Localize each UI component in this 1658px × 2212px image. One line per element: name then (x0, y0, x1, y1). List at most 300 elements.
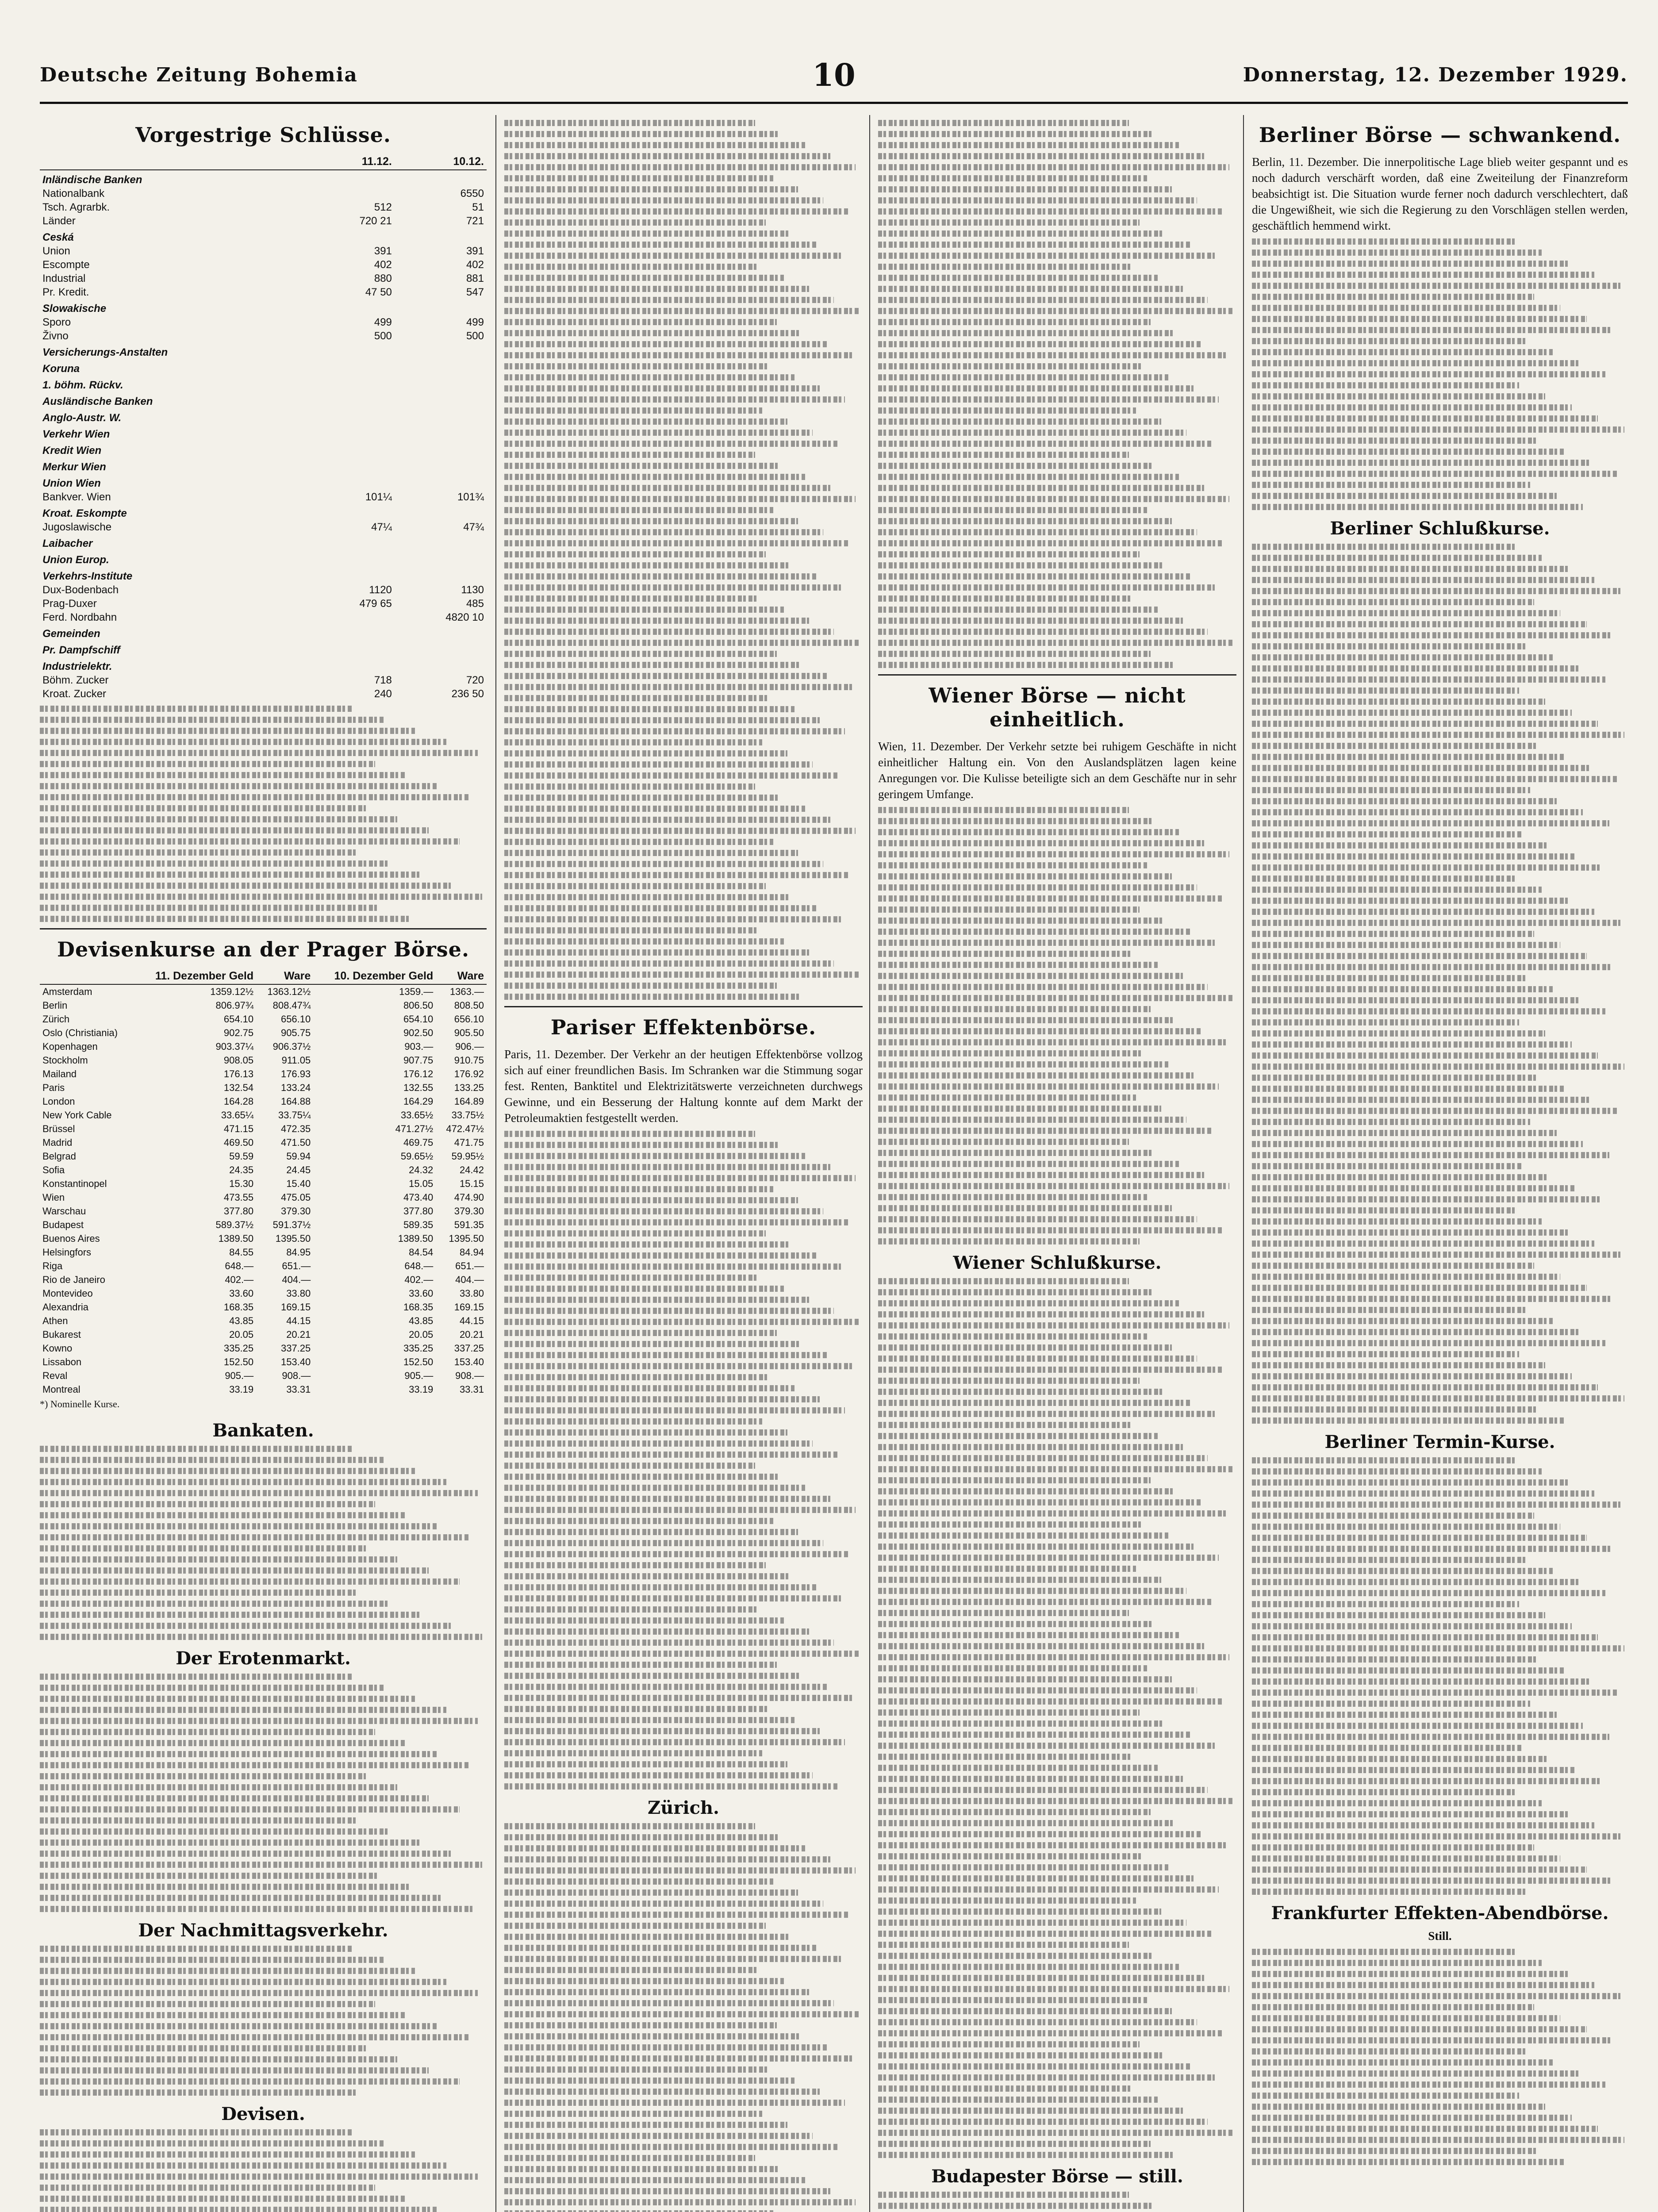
table-row (40, 1204, 487, 1218)
table-cell: 907.75 (403, 1055, 434, 1066)
table-cell: 169.15 (454, 1302, 484, 1313)
table-cell: Kopenhagen (42, 1041, 98, 1052)
table-cell: Reval (42, 1370, 68, 1381)
table-cell: Verkehrs-Institute (42, 570, 133, 582)
section-title-wiener-schluss: Wiener Schlußkurse. (953, 1252, 1162, 1273)
table-row (40, 343, 487, 359)
table-cell: 24.45 (286, 1164, 311, 1175)
table-cell: 33.75¼ (278, 1110, 311, 1121)
table-row (40, 673, 487, 687)
table-cell: Warschau (42, 1206, 86, 1217)
section-title-berliner: Berliner Börse — schwankend. (1259, 123, 1621, 147)
table-cell (315, 474, 395, 490)
table-cell: 132.54 (223, 1082, 254, 1093)
table-row (40, 1108, 487, 1122)
table-cell: 153.40 (280, 1356, 311, 1367)
table-cell (315, 392, 395, 408)
table-cell: 59.59 (229, 1151, 254, 1162)
table-cell (315, 359, 395, 376)
table-cell: 475.05 (280, 1192, 311, 1203)
section-title-vorgestrige: Vorgestrige Schlüsse. (135, 123, 391, 147)
table-cell (315, 657, 395, 673)
table-cell: 84.55 (229, 1247, 254, 1258)
column-berlin (1252, 115, 1628, 2212)
print-text-lines (504, 1131, 863, 1790)
table-cell: 152.50 (403, 1356, 434, 1367)
table-cell: Amsterdam (42, 986, 92, 997)
table-cell: Konstantinopel (42, 1178, 107, 1189)
table-cell: Verkehr Wien (42, 428, 110, 440)
table-cell: 47 50 (365, 286, 392, 298)
table-cell: Oslo (Christiania) (42, 1027, 118, 1038)
table-cell: 648.— (225, 1260, 254, 1271)
table-cell (395, 299, 487, 315)
table-cell: 589.37½ (215, 1219, 254, 1230)
table-cell: 806.50 (403, 1000, 434, 1011)
table-cell: Industrielektr. (42, 661, 112, 672)
closing-header-0 (40, 154, 315, 170)
table-cell: 164.29 (403, 1096, 434, 1107)
table-cell: 133.24 (280, 1082, 311, 1093)
table-row (40, 1355, 487, 1369)
print-text-lines (1252, 238, 1628, 510)
table-row (40, 1382, 487, 1396)
table-cell: 648.— (404, 1260, 434, 1271)
column-paris (504, 115, 863, 2212)
table-cell (395, 359, 487, 376)
print-text-lines (40, 706, 487, 922)
table-cell: 471.27½ (395, 1123, 434, 1134)
table-row (40, 474, 487, 490)
table-cell: 4820 10 (445, 611, 484, 623)
table-cell (395, 408, 487, 425)
table-cell: London (42, 1096, 75, 1107)
section-title-pariser: Pariser Effektenbörse. (550, 1015, 817, 1039)
table-cell: 908.— (282, 1370, 311, 1381)
table-cell: 402 (374, 259, 392, 271)
table-row (40, 1122, 487, 1136)
table-row (40, 200, 487, 214)
table-cell: 335.25 (223, 1343, 254, 1354)
table-cell: 43.85 (409, 1315, 434, 1326)
table-cell (395, 376, 487, 392)
table-cell: 404.— (282, 1274, 311, 1285)
devisen-header-1: 11. Dezember Geld (134, 968, 256, 984)
table-cell: 1389.50 (218, 1233, 254, 1244)
table-row (40, 187, 487, 200)
devisen-header-2: Ware (256, 968, 313, 984)
table-cell: Ferd. Nordbahn (42, 611, 117, 623)
table-cell: Kredit Wien (42, 445, 102, 457)
table-cell: 44.15 (459, 1315, 484, 1326)
section-title-erotenmarkt: Der Erotenmarkt. (176, 1648, 351, 1669)
table-cell: 469.75 (403, 1137, 434, 1148)
table-cell (315, 170, 395, 187)
table-cell: 33.60 (409, 1288, 434, 1299)
table-cell: Prag-Duxer (42, 598, 97, 610)
table-cell (315, 504, 395, 520)
section-title-devisen: Devisen. (221, 2104, 305, 2124)
table-cell (315, 425, 395, 441)
table-cell: 33.31 (459, 1384, 484, 1395)
print-text-lines (504, 120, 863, 1000)
table-cell: 84.94 (459, 1247, 484, 1258)
table-row (40, 1286, 487, 1300)
table-cell: Dux-Bodenbach (42, 584, 119, 596)
table-cell: 656.10 (280, 1014, 311, 1025)
table-cell: 474.90 (454, 1192, 484, 1203)
table-cell: 59.95½ (451, 1151, 484, 1162)
table-row (40, 1094, 487, 1108)
table-cell: Lissabon (42, 1356, 82, 1367)
table-row (40, 425, 487, 441)
table-cell: Ceská (42, 231, 74, 243)
print-text-lines (878, 2192, 1236, 2212)
table-cell: 1130 (461, 584, 484, 596)
table-row (40, 490, 487, 504)
table-cell: 176.12 (403, 1068, 434, 1079)
table-cell: Wien (42, 1192, 65, 1203)
table-cell: Nationalbank (42, 188, 105, 200)
table-cell: 33.80 (459, 1288, 484, 1299)
table-cell: 910.75 (454, 1055, 484, 1066)
table-cell: 33.60 (229, 1288, 254, 1299)
table-cell (315, 408, 395, 425)
table-cell: 379.30 (280, 1206, 311, 1217)
table-row (40, 214, 487, 228)
table-row (40, 1067, 487, 1081)
table-cell: Helsingfors (42, 1247, 92, 1258)
table-cell: Budapest (42, 1219, 84, 1230)
table-cell (395, 550, 487, 567)
table-cell: 654.10 (403, 1014, 434, 1025)
table-cell: Union Wien (42, 477, 101, 489)
table-row (40, 408, 487, 425)
newspaper-page (40, 49, 1628, 2212)
print-text-lines (1252, 1457, 1628, 1895)
table-cell: Stockholm (42, 1055, 88, 1066)
frankfurt-subtitle: Still. (1428, 1929, 1452, 1943)
table-cell: 1389.50 (398, 1233, 434, 1244)
table-cell: 472.47½ (446, 1123, 484, 1134)
table-cell: 905.50 (454, 1027, 484, 1038)
table-cell: 721 (466, 215, 484, 227)
page-number: 10 (812, 57, 856, 93)
table-cell (395, 457, 487, 474)
table-cell: 24.42 (459, 1164, 484, 1175)
table-cell: 500 (466, 330, 484, 342)
table-cell: 1395.50 (275, 1233, 311, 1244)
table-cell: 15.40 (286, 1178, 311, 1189)
table-cell: 881 (466, 273, 484, 284)
table-cell: 391 (374, 245, 392, 257)
table-row (40, 1300, 487, 1314)
table-row (40, 1136, 487, 1149)
table-cell: 473.55 (223, 1192, 254, 1203)
table-row (40, 170, 487, 187)
berlin-report: Berlin, 11. Dezember. Die innerpolitische Lage blieb weiter gespannt und es noch dadurch verschärft worden, daß eine Zweiteilung der Finanzreform beabsichtigt ist. Die Situation wurde ferner noch dadurch verschlechtert, daß die Ungewißheit, wie sich die Regierung zu den Vorschlägen stellen werden, geschäftlich hemmend wirkt. (1252, 155, 1628, 232)
table-cell (315, 567, 395, 583)
table-cell (315, 299, 395, 315)
table-cell: 808.47¾ (272, 1000, 311, 1011)
devisen-header-4: Ware (436, 968, 487, 984)
vienna-report: Wien, 11. Dezember. Der Verkehr setzte bei ruhigem Geschäfte in nicht einheitlicher Haltung ein. Von den Auslandsplätzen lagen keine Anregungen vor. Die Kulisse beteiligte sich an dem Geschäfte nur in sehr geringem Umfange. (878, 740, 1236, 801)
table-row (40, 984, 487, 998)
table-cell: 905.75 (280, 1027, 311, 1038)
table-row (40, 376, 487, 392)
table-cell: Madrid (42, 1137, 73, 1148)
table-row (40, 1177, 487, 1190)
table-cell: 43.85 (229, 1315, 254, 1326)
table-row (40, 441, 487, 457)
table-cell: 808.50 (454, 1000, 484, 1011)
newspaper-name: Deutsche Zeitung Bohemia (40, 64, 358, 86)
table-cell (395, 343, 487, 359)
table-cell: 718 (374, 674, 392, 686)
table-row (40, 1328, 487, 1341)
print-text-lines (40, 1946, 487, 2096)
table-cell (315, 457, 395, 474)
table-cell: 499 (374, 316, 392, 328)
table-cell: 164.89 (454, 1096, 484, 1107)
table-row (40, 272, 487, 285)
table-cell: 176.13 (223, 1068, 254, 1079)
section-title-frankfurt: Frankfurter Effekten-Abendbörse. (1271, 1903, 1609, 1924)
table-cell: Živno (42, 330, 69, 342)
table-cell: 906.— (455, 1041, 484, 1052)
table-cell: 1359.— (399, 986, 434, 997)
table-cell: 47¼ (371, 521, 392, 533)
table-row (40, 641, 487, 657)
section-title-termin: Berliner Termin-Kurse. (1324, 1432, 1555, 1452)
table-cell: Bankver. Wien (42, 491, 111, 503)
table-cell: 132.55 (403, 1082, 434, 1093)
table-cell: 806.97¾ (215, 1000, 254, 1011)
table-cell: 47¾ (463, 521, 484, 533)
table-cell: 1120 (369, 584, 392, 596)
table-cell (315, 624, 395, 641)
table-cell: 902.50 (403, 1027, 434, 1038)
table-cell: 33.19 (229, 1384, 254, 1395)
table-cell: 153.40 (454, 1356, 484, 1367)
table-cell: Montreal (42, 1384, 81, 1395)
table-cell: Union Europ. (42, 554, 109, 566)
table-cell: 589.35 (403, 1219, 434, 1230)
print-text-lines (40, 1446, 487, 1640)
closing-header-2: 10.12. (395, 154, 487, 170)
table-cell: Kroat. Eskompte (42, 507, 127, 519)
table-cell: 1359.12½ (210, 986, 254, 997)
table-cell: 164.88 (280, 1096, 311, 1107)
print-text-lines (504, 1823, 863, 2212)
column-vienna (878, 115, 1236, 2212)
section-title-budapest: Budapester Börse — still. (931, 2166, 1183, 2187)
table-cell: Merkur Wien (42, 461, 106, 473)
table-row (40, 1232, 487, 1245)
devisen-note: *) Nominelle Kurse. (40, 1398, 120, 1409)
table-cell: 152.50 (223, 1356, 254, 1367)
table-row (40, 583, 487, 597)
table-cell (395, 228, 487, 244)
section-title-nachmittagsverkehr: Der Nachmittagsverkehr. (138, 1920, 388, 1941)
table-cell: 335.25 (403, 1343, 434, 1354)
table-cell: 1363.— (449, 986, 484, 997)
table-cell: Laibacher (42, 538, 93, 549)
table-cell: 33.80 (286, 1288, 311, 1299)
table-cell (395, 170, 487, 187)
table-row (40, 228, 487, 244)
table-row (40, 657, 487, 673)
table-cell: 391 (466, 245, 484, 257)
table-cell: 402.— (225, 1274, 254, 1285)
table-row (40, 611, 487, 624)
paris-report: Paris, 11. Dezember. Der Verkehr an der heutigen Effektenbörse vollzog sich auf einer freundlichen Basis. Im Schranken war die Stimmung sogar fest. Renten, Banktitel und Elektrizitätswerte verzeichneten durchwegs Gewinne, und ein Besserung der Haltung konnte auf dem Markt der Petroleumaktien festgestellt werden. (504, 1048, 863, 1125)
table-cell: 236 50 (451, 688, 484, 700)
table-cell: Berlin (42, 1000, 68, 1011)
table-cell (315, 611, 395, 624)
table-cell: Belgrad (42, 1151, 76, 1162)
table-cell: Mailand (42, 1068, 77, 1079)
table-cell: 471.15 (223, 1123, 254, 1134)
table-cell: 164.28 (223, 1096, 254, 1107)
page-header (40, 49, 1628, 104)
print-text-lines (878, 120, 1236, 668)
table-row (40, 1163, 487, 1177)
table-row (40, 1341, 487, 1355)
table-cell: Escompte (42, 259, 90, 271)
table-cell: Buenos Aires (42, 1233, 100, 1244)
table-cell: Kroat. Zucker (42, 688, 107, 700)
table-cell: 473.40 (403, 1192, 434, 1203)
table-row (40, 1149, 487, 1163)
table-cell (315, 550, 395, 567)
table-row (40, 534, 487, 550)
table-row (40, 457, 487, 474)
table-cell: Kowno (42, 1343, 73, 1354)
table-cell: Athen (42, 1315, 68, 1326)
devisen-table (40, 968, 487, 1396)
table-cell: 402 (466, 259, 484, 271)
table-cell: 1363.12½ (267, 986, 311, 997)
table-cell (395, 567, 487, 583)
table-cell: 905.— (404, 1370, 434, 1381)
closing-header-1: 11.12. (315, 154, 395, 170)
table-cell: 656.10 (454, 1014, 484, 1025)
table-cell: 512 (374, 201, 392, 213)
table-cell: Alexandria (42, 1302, 88, 1313)
table-cell: 33.65½ (400, 1110, 434, 1121)
table-row (40, 1040, 487, 1053)
print-text-lines (1252, 544, 1628, 1424)
table-cell: Riga (42, 1260, 63, 1271)
table-row (40, 1369, 487, 1382)
table-cell: 911.05 (281, 1055, 311, 1066)
table-cell: Paris (42, 1082, 65, 1093)
section-title-wiener: Wiener Börse — nicht einheitlich. (929, 684, 1186, 731)
table-row (40, 244, 487, 258)
table-cell: Sofia (42, 1164, 65, 1175)
section-title-berliner-schluss: Berliner Schlußkurse. (1330, 518, 1550, 539)
table-cell (315, 228, 395, 244)
table-cell: 169.15 (280, 1302, 311, 1313)
table-cell: 15.15 (459, 1178, 484, 1189)
table-cell: Sporo (42, 316, 71, 328)
table-row (40, 624, 487, 641)
table-row (40, 258, 487, 272)
table-cell: 44.15 (286, 1315, 311, 1326)
table-cell (395, 534, 487, 550)
table-cell: 651.— (455, 1260, 484, 1271)
table-row (40, 1053, 487, 1067)
table-cell: Montevideo (42, 1288, 93, 1299)
table-cell: 485 (466, 598, 484, 610)
table-cell: 500 (374, 330, 392, 342)
table-cell: 469.50 (223, 1137, 254, 1148)
table-cell: 59.94 (286, 1151, 311, 1162)
table-cell: Pr. Dampfschiff (42, 644, 120, 656)
table-cell: 101¼ (365, 491, 392, 503)
section-title-zuerich: Zürich. (648, 1797, 719, 1818)
table-cell: 1. böhm. Rückv. (42, 379, 123, 391)
table-cell: 905.— (225, 1370, 254, 1381)
table-cell: Anglo-Austr. W. (42, 412, 122, 424)
table-cell: 499 (466, 316, 484, 328)
table-cell: 906.37½ (272, 1041, 311, 1052)
table-cell (395, 504, 487, 520)
table-cell: 24.35 (229, 1164, 254, 1175)
table-cell: 84.95 (286, 1247, 311, 1258)
table-cell: Gemeinden (42, 628, 100, 640)
table-row (40, 550, 487, 567)
table-cell: 84.54 (409, 1247, 434, 1258)
table-cell: 404.— (455, 1274, 484, 1285)
table-cell: 176.93 (280, 1068, 311, 1079)
print-text-lines (40, 1674, 487, 1912)
devisen-header-0 (40, 968, 134, 984)
table-cell: Pr. Kredit. (42, 286, 89, 298)
table-cell (315, 641, 395, 657)
table-cell: 472.35 (280, 1123, 311, 1134)
table-cell: 24.32 (409, 1164, 434, 1175)
column-prague-market (40, 115, 487, 2212)
table-cell: 471.50 (280, 1137, 311, 1148)
table-row (40, 392, 487, 408)
table-cell: Zürich (42, 1014, 70, 1025)
table-cell: 168.35 (403, 1302, 434, 1313)
table-cell: 33.31 (286, 1384, 311, 1395)
table-cell (395, 641, 487, 657)
table-cell: 402.— (404, 1274, 434, 1285)
table-cell: 479 65 (359, 598, 392, 610)
table-row (40, 315, 487, 329)
table-cell: 240 (374, 688, 392, 700)
table-row (40, 520, 487, 534)
table-row (40, 1190, 487, 1204)
table-cell: 908.— (455, 1370, 484, 1381)
table-cell: 33.19 (409, 1384, 434, 1395)
table-cell: Jugoslawische (42, 521, 112, 533)
table-row (40, 359, 487, 376)
table-cell: Tsch. Agrarbk. (42, 201, 110, 213)
table-row (40, 299, 487, 315)
table-row (40, 1026, 487, 1040)
table-row (40, 1012, 487, 1026)
table-cell: 59.65½ (400, 1151, 434, 1162)
table-row (40, 597, 487, 611)
table-cell: 880 (374, 273, 392, 284)
table-cell (395, 392, 487, 408)
table-cell: New York Cable (42, 1110, 112, 1121)
